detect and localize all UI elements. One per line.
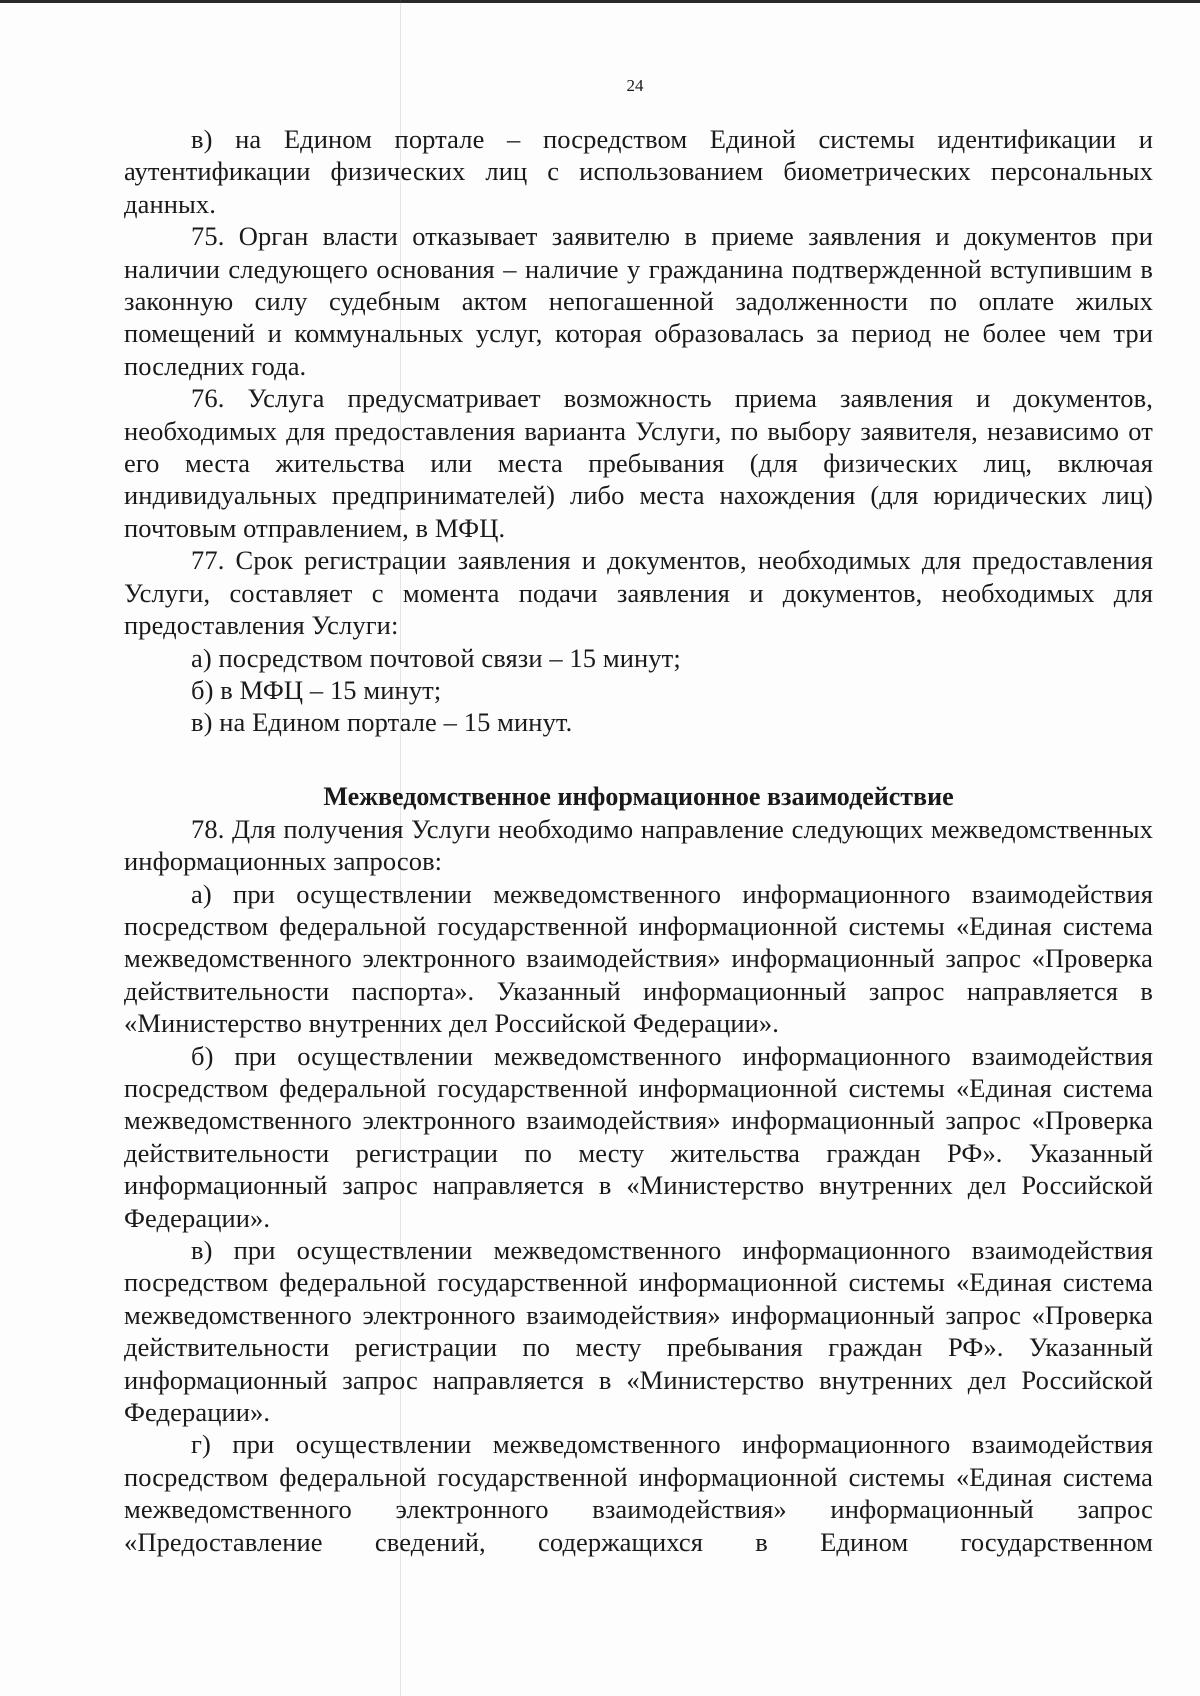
paragraph: 76. Услуга предусматривает возможность приема заявления и документов, необходимых для предоставления варианта Услуги, по выбору заявителя, независимо от его места жительства или места пребывания (для физических лиц, включая индивидуальных предпринимателей) либо места нахождения (для юридических лиц) почтовым отправлением, в МФЦ. <box>124 383 1153 543</box>
scan-top-edge <box>0 0 1200 3</box>
paragraph: а) при осуществлении межведомственного информационного взаимодействия посредством федеральной государственной информационной системы «Единая система межведомственного электронного взаимодействия» информационный запрос «Проверка действительности паспорта». Указанный информационный запрос направляется в «Министерство внутренних дел Российской Федерации». <box>124 878 1153 1039</box>
section-heading: Межведомственное информационное взаимодействие <box>323 781 954 811</box>
list-item: б) в МФЦ – 15 минут; <box>191 674 442 705</box>
paragraphs-after-heading <box>124 813 1153 1558</box>
paragraphs-before-heading <box>124 123 1153 739</box>
paragraph: 78. Для получения Услуги необходимо направление следующих межведомственных информационных запросов: <box>124 813 1153 877</box>
paragraph: б) при осуществлении межведомственного информационного взаимодействия посредством федеральной государственной информационной системы «Единая система межведомственного электронного взаимодействия» информационный запрос «Проверка действительности регистрации по месту жительства граждан РФ». Указанный информационный запрос направляется в «Министерство внутренних дел Российской Федерации». <box>124 1040 1153 1233</box>
document-body <box>124 123 1153 1558</box>
paragraph-continued: г) при осуществлении межведомственного информационного взаимодействия посредством федеральной государственной информационной системы «Единая система межведомственного электронного взаимодействия» информационный запрос «Предоставление сведений, содержащихся в Едином государственном <box>124 1429 1153 1557</box>
list-item: а) посредством почтовой связи – 15 минут; <box>191 642 681 673</box>
list-item: в) на Едином портале – 15 минут. <box>191 707 573 738</box>
paragraph: в) при осуществлении межведомственного информационного взаимодействия посредством федеральной государственной информационной системы «Единая система межведомственного электронного взаимодействия» информационный запрос «Проверка действительности регистрации по месту пребывания граждан РФ». Указанный информационный запрос направляется в «Министерство внутренних дел Российской Федерации». <box>124 1235 1153 1428</box>
paragraph: 75. Орган власти отказывает заявителю в приеме заявления и документов при наличии следующего основания – наличие у гражданина подтвержденной вступившим в законную силу судебным актом непогашенной задолженности по оплате жилых помещений и коммунальных услуг, которая образовалась за период не более чем три последних года. <box>124 221 1153 381</box>
paragraph: в) на Едином портале – посредством Единой системы идентификации и аутентификации физических лиц с использованием биометрических персональных данных. <box>124 124 1153 219</box>
paragraph: 77. Срок регистрации заявления и документов, необходимых для предоставления Услуги, составляет с момента подачи заявления и документов, необходимых для предоставления Услуги: <box>124 545 1153 641</box>
page-number: 24 <box>626 76 644 95</box>
